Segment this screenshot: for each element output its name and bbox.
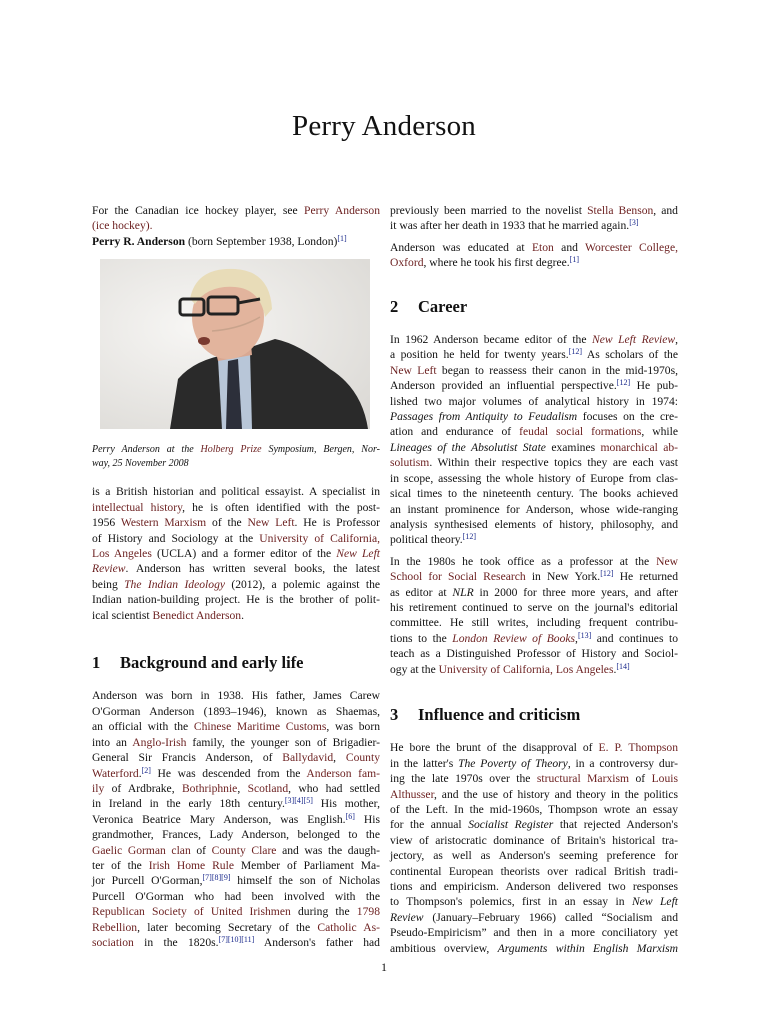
citation-link[interactable]: [2] [141, 765, 151, 775]
section-number: 3 [390, 704, 399, 724]
text-run: began to reassess their canon in the mid-1970s, [436, 363, 678, 377]
text-line [92, 843, 380, 858]
text-line [390, 848, 678, 863]
text-line [390, 363, 678, 378]
text-run: of History and Sociology at the [92, 531, 260, 545]
text-line [92, 577, 380, 592]
text-run: analysis synthesised elements of history, philosophy, and [390, 517, 678, 531]
wiki-link[interactable]: New [656, 554, 678, 568]
page-number: 1 [381, 960, 387, 974]
text-run: . [241, 608, 244, 622]
text-run: of [629, 772, 652, 786]
text-run: is a British historian and political essayist. A specialist in [92, 485, 380, 499]
text-line [92, 484, 380, 499]
wiki-link[interactable]: E. P. Thompson [598, 741, 678, 755]
citation-link[interactable]: [1] [569, 255, 579, 265]
text-run: , [333, 751, 346, 765]
citation-link[interactable]: [3][4][5] [284, 796, 313, 806]
text-run: ter of the [92, 858, 149, 872]
text-line [390, 569, 678, 584]
text-line [390, 894, 678, 909]
text-line [92, 688, 380, 703]
text-run: NLR [452, 585, 474, 599]
text-run: ation and endurance of [390, 425, 520, 439]
text-run: his retirement continued to serve on the journal's editorial [390, 600, 678, 614]
text-line [390, 240, 678, 255]
section-heading-influence [390, 704, 678, 724]
text-run: view of aristocratic dominance of Britain's historical tra- [390, 833, 678, 847]
text-run: lished two major volumes of analytical history in 1974: [390, 394, 678, 408]
text-line [92, 781, 380, 796]
text-run: Perry R. Anderson [92, 234, 186, 248]
text-run: tions and empiricism. Anderson delivered two responses [390, 880, 678, 894]
text-run: . [613, 662, 617, 676]
text-run: examines [545, 440, 601, 454]
text-run: jectory, as well as Anderson's seeming preference for [390, 849, 678, 863]
text-run: Anderson was educated at [390, 240, 532, 254]
wiki-link[interactable]: University of California, [259, 531, 380, 545]
wiki-link[interactable]: ily [92, 781, 105, 795]
lead-line [92, 234, 380, 249]
text-run: that rejected Anderson's [553, 818, 679, 832]
text-line [390, 378, 678, 393]
text-line [92, 719, 380, 734]
text-line [92, 812, 380, 827]
text-line [92, 796, 380, 811]
career-paragraph-2 [390, 554, 678, 677]
text-run: . He is Professor [294, 516, 380, 530]
photo-caption [92, 443, 380, 470]
citation-link[interactable]: [12] [462, 532, 476, 542]
text-run: He pub- [630, 379, 678, 393]
wiki-link[interactable]: feudal social formations [519, 425, 642, 439]
citation-link[interactable]: [14] [616, 661, 630, 671]
text-run: . [138, 766, 142, 780]
text-line [92, 443, 380, 457]
citation-link[interactable]: [12] [616, 378, 631, 388]
text-line [390, 787, 678, 802]
text-run: Anderson was born in 1938. His father, James Carew [92, 689, 380, 703]
text-run: family, the younger son of Brigadier- [186, 735, 380, 749]
wiki-link[interactable]: Los Angeles [92, 547, 152, 561]
left-column [92, 203, 380, 950]
section-heading-career [390, 296, 678, 316]
wiki-link[interactable]: Stella Benson [587, 204, 654, 217]
text-line [390, 864, 678, 879]
text-run: In 1962 Anderson became editor of the [390, 333, 592, 347]
section-heading-background [92, 653, 380, 673]
text-line [390, 879, 678, 894]
text-run: Review [390, 910, 424, 924]
text-line [390, 424, 678, 439]
wiki-link[interactable]: (ice hockey). [92, 219, 153, 233]
text-run: , later becoming Secretary of the [137, 920, 318, 934]
text-run: He returned [613, 570, 678, 584]
wiki-link[interactable]: Gaelic Gorman clan [92, 843, 191, 857]
text-run: previously been married to the novelist [390, 204, 588, 217]
text-run: , and [653, 204, 678, 217]
text-line [390, 600, 678, 615]
text-run: being [92, 577, 125, 591]
section-number: 1 [92, 653, 101, 673]
text-line [92, 827, 380, 842]
text-line [92, 766, 380, 781]
text-run: In the 1980s he took office as a professor at the [390, 554, 657, 568]
text-line [390, 910, 678, 925]
wiki-link[interactable]: School for Social Research [390, 570, 526, 584]
wiki-link[interactable]: County [345, 751, 380, 765]
section-number: 2 [390, 296, 399, 316]
text-run: grandmother, Frances, Lady Anderson, belonged to the [92, 828, 380, 842]
text-run: sical times to the nineteenth century. The books achieved [390, 487, 678, 501]
text-run: way, 25 November 2008 [92, 457, 189, 469]
text-run: in New York. [525, 570, 601, 584]
text-run: 1956 [92, 516, 121, 530]
text-run: a position he held for twenty years. [390, 348, 569, 362]
text-run: Perry Anderson at the [92, 444, 201, 456]
text-run: (born September 1938, London) [185, 234, 338, 248]
text-line [390, 925, 678, 940]
wiki-link[interactable]: Holberg Prize [200, 444, 262, 456]
text-run: Arguments within English Marxism [497, 941, 679, 955]
text-run: ogy at the [390, 662, 439, 676]
wiki-link[interactable]: Anglo-Irish [132, 735, 187, 749]
wiki-link[interactable]: Oxford [390, 256, 424, 270]
text-line [390, 332, 678, 347]
text-line [92, 531, 380, 546]
text-line [92, 750, 380, 765]
portrait-photo[interactable] [100, 259, 370, 429]
text-line [390, 817, 678, 832]
text-run: in the 1820s. [133, 935, 219, 949]
text-line [92, 203, 380, 218]
wiki-link[interactable]: New Left Review [591, 333, 676, 347]
text-run: The Poverty of Theory [458, 756, 568, 770]
wiki-link[interactable]: Anderson fam- [306, 766, 380, 780]
continued-paragraph [390, 203, 678, 234]
citation-link[interactable]: [1] [337, 233, 347, 243]
citation-link[interactable]: [7][10][11] [218, 934, 255, 944]
wiki-link[interactable]: University of California, Los Angeles [438, 662, 614, 676]
wiki-link[interactable]: Catholic As- [317, 920, 380, 934]
text-run: in scope, assessing the whole history of Europe from clas- [390, 471, 678, 485]
text-line [390, 646, 678, 661]
text-run: political theory. [390, 533, 463, 547]
text-line [390, 347, 678, 362]
text-line [92, 218, 380, 233]
text-run: for the annual [390, 818, 469, 832]
text-run: into an [92, 735, 133, 749]
text-run: tions to the [390, 631, 453, 645]
text-run: O'Gorman Anderson (1893–1946), known as Shaemas, [92, 704, 380, 718]
text-line [390, 631, 678, 646]
text-run: jor Purcell O'Gorman, [92, 874, 203, 888]
text-line [92, 457, 380, 471]
wiki-link[interactable]: Bothriphnie [181, 781, 238, 795]
background-paragraph [92, 688, 380, 950]
text-line [390, 255, 678, 270]
text-line [92, 234, 380, 249]
right-column [390, 203, 678, 956]
text-run: . Anderson has written several books, the latest [125, 562, 380, 576]
text-line [390, 440, 678, 455]
text-run: teach as a Distinguished Professor of History and Sociol- [390, 647, 678, 661]
text-run: , while [641, 425, 678, 439]
text-run: Socialist Register [468, 818, 554, 832]
text-line [390, 218, 678, 233]
text-line [92, 858, 380, 873]
text-run: (UCLA) and a former editor of the [151, 547, 337, 561]
wiki-link[interactable]: Scotland [247, 781, 289, 795]
text-run: in Ireland in the early 18th century. [92, 797, 285, 811]
text-run: ical scientist [92, 608, 153, 622]
text-line [390, 802, 678, 817]
text-run: Veronica Beatrice Mary Anderson, was English. [92, 812, 346, 826]
page-title: Perry Anderson [291, 110, 477, 142]
text-line [390, 502, 678, 517]
text-run: of [190, 843, 212, 857]
wiki-link[interactable]: intellectual history [92, 500, 183, 514]
text-run: continental European theorists over radical British tradi- [390, 864, 678, 878]
wiki-link[interactable]: New Left [390, 363, 437, 377]
text-run: He was descended from the [150, 766, 307, 780]
wiki-link[interactable]: County Clare [211, 843, 277, 857]
wiki-link[interactable]: Ballydavid [282, 751, 334, 765]
text-run: of Ardbrake, [104, 781, 182, 795]
text-line [390, 740, 678, 755]
wiki-link[interactable]: Eton [531, 240, 554, 254]
citation-link[interactable]: [12] [568, 347, 583, 357]
career-paragraph-1 [390, 332, 678, 548]
text-run: , and the use of history and theory in the politics [433, 787, 678, 801]
wiki-link[interactable]: Chinese Maritime Customs [193, 720, 327, 734]
text-run: General Sir Francis Anderson, of [92, 751, 283, 765]
wiki-link[interactable]: Review [92, 562, 126, 576]
text-run: an official with the [92, 720, 194, 734]
text-run: , [575, 631, 578, 645]
text-run: . Within their respective topics they are each vast [429, 456, 678, 470]
text-run: in 2000 for three more years, and after [473, 585, 678, 599]
text-line [92, 500, 380, 515]
text-run: committee. He still writes, including frequent contribu- [390, 616, 678, 630]
citation-link[interactable]: [6] [345, 811, 355, 821]
text-run: Member of Parliament Ma- [233, 858, 381, 872]
education-paragraph [390, 240, 678, 271]
wiki-link[interactable]: Rebellion [92, 920, 138, 934]
text-line [92, 561, 380, 576]
wiki-link[interactable]: Waterford [92, 766, 139, 780]
text-run: , was born [326, 720, 381, 734]
text-line [92, 889, 380, 904]
text-run: Pseudo-Empiricism” and then in a more conciliatory yet [390, 926, 678, 940]
text-run: For the Canadian ice hockey player, see [92, 204, 305, 217]
section-title: Career [418, 296, 468, 316]
text-run: Anderson provided an influential perspective. [390, 379, 617, 393]
citation-link[interactable]: [3] [629, 218, 639, 228]
citation-link[interactable]: [13] [577, 630, 592, 640]
text-line [390, 409, 678, 424]
wiki-link[interactable]: Benedict Anderson [152, 608, 242, 622]
text-run: He bore the brunt of the disapproval of [390, 741, 599, 755]
text-line [390, 941, 678, 956]
text-run: Indian nation-building project. He is the brother of polit- [92, 593, 380, 607]
text-run: focuses on the cre- [577, 410, 678, 424]
wiki-link[interactable]: solutism [390, 456, 430, 470]
hatnote [92, 203, 380, 234]
text-run: and was the daugh- [276, 843, 380, 857]
text-run: , in a controversy dur- [567, 756, 678, 770]
section-title: Background and early life [120, 653, 304, 673]
text-run: , who had settled [288, 781, 380, 795]
text-run: to Thompson's polemics, first in an essay in [390, 895, 632, 909]
text-line [92, 920, 380, 935]
text-run: His [354, 812, 380, 826]
text-line [390, 554, 678, 569]
text-line [92, 735, 380, 750]
wiki-link[interactable]: Republican Society of United Irishmen [92, 905, 291, 919]
text-line [390, 771, 678, 786]
text-run: Purcell O'Gorman who had been involved with the [92, 889, 380, 903]
text-line [92, 704, 380, 719]
text-line [390, 455, 678, 470]
text-run: an instant prominence for Anderson, whose wide-ranging [390, 502, 678, 516]
text-run: , [675, 333, 678, 347]
text-run: of the [206, 516, 248, 530]
wiki-link[interactable]: The Indian Ideology [124, 577, 226, 591]
text-run: during the [290, 905, 357, 919]
wiki-link[interactable]: 1798 [356, 905, 380, 919]
wiki-link[interactable]: London Review of Books [452, 631, 576, 645]
wiki-link[interactable]: Irish Home Rule [148, 858, 234, 872]
wiki-link[interactable]: Western Marxism [120, 516, 207, 530]
text-run: it was after her death in 1933 that he married again. [390, 219, 630, 233]
text-run: (January–February 1966) called “Socialism and [423, 910, 678, 924]
wiki-link[interactable]: Worcester College, [585, 240, 679, 254]
text-run: Symposium, Bergen, Nor- [261, 444, 380, 456]
citation-link[interactable]: [12] [600, 569, 614, 579]
text-run: , [237, 781, 248, 795]
portrait-image-icon [100, 259, 370, 429]
text-run: ing the late 1970s over the [390, 772, 537, 786]
text-line [390, 585, 678, 600]
text-line [92, 904, 380, 919]
wiki-link[interactable]: Louis [651, 772, 678, 786]
text-line [92, 608, 380, 623]
text-line [92, 592, 380, 607]
text-line [390, 615, 678, 630]
wiki-link[interactable]: Althusser [390, 787, 434, 801]
text-line [390, 486, 678, 501]
text-line [390, 394, 678, 409]
text-line [390, 203, 678, 218]
wiki-link[interactable]: structural Marxism [536, 772, 629, 786]
text-run: himself the son of Nicholas [230, 874, 380, 888]
wiki-link[interactable]: Perry Anderson [304, 204, 380, 217]
text-line [390, 532, 678, 547]
text-run: , he is often identified with the post- [182, 500, 381, 514]
text-run: and continues to [591, 631, 678, 645]
text-line [92, 546, 380, 561]
section-title: Influence and criticism [418, 704, 581, 724]
text-run: Anderson's father had [254, 935, 380, 949]
text-line [390, 833, 678, 848]
citation-link[interactable]: [7][8][9] [202, 873, 231, 883]
text-run: As scholars of the [582, 348, 678, 362]
text-run: , where he took his first degree. [423, 256, 570, 270]
influence-paragraph [390, 740, 678, 956]
text-line [92, 935, 380, 950]
text-run: and [553, 240, 586, 254]
intro-paragraph [92, 484, 380, 623]
text-run: (2012), a polemic against the [225, 577, 381, 591]
text-line [390, 517, 678, 532]
text-run: Passages from Antiquity to Feudalism [390, 410, 578, 424]
wiki-link[interactable]: sociation [92, 935, 134, 949]
wiki-link[interactable]: New Left [336, 547, 381, 561]
text-run: ambitious overview, [390, 941, 498, 955]
text-line [92, 873, 380, 888]
wiki-link[interactable]: monarchical ab- [600, 440, 678, 454]
text-run: New Left [631, 895, 679, 909]
text-run: in the latter's [390, 756, 459, 770]
wiki-link[interactable]: New Left [247, 516, 295, 530]
text-line [92, 515, 380, 530]
text-line [390, 471, 678, 486]
text-line [390, 662, 678, 677]
text-run: as editor at [390, 585, 453, 599]
text-run: of the Left. In the mid-1960s, Thompson wrote an essay [390, 803, 678, 816]
text-line [390, 756, 678, 771]
text-run: His mother, [312, 797, 380, 811]
text-run: Lineages of the Absolutist State [390, 440, 546, 454]
